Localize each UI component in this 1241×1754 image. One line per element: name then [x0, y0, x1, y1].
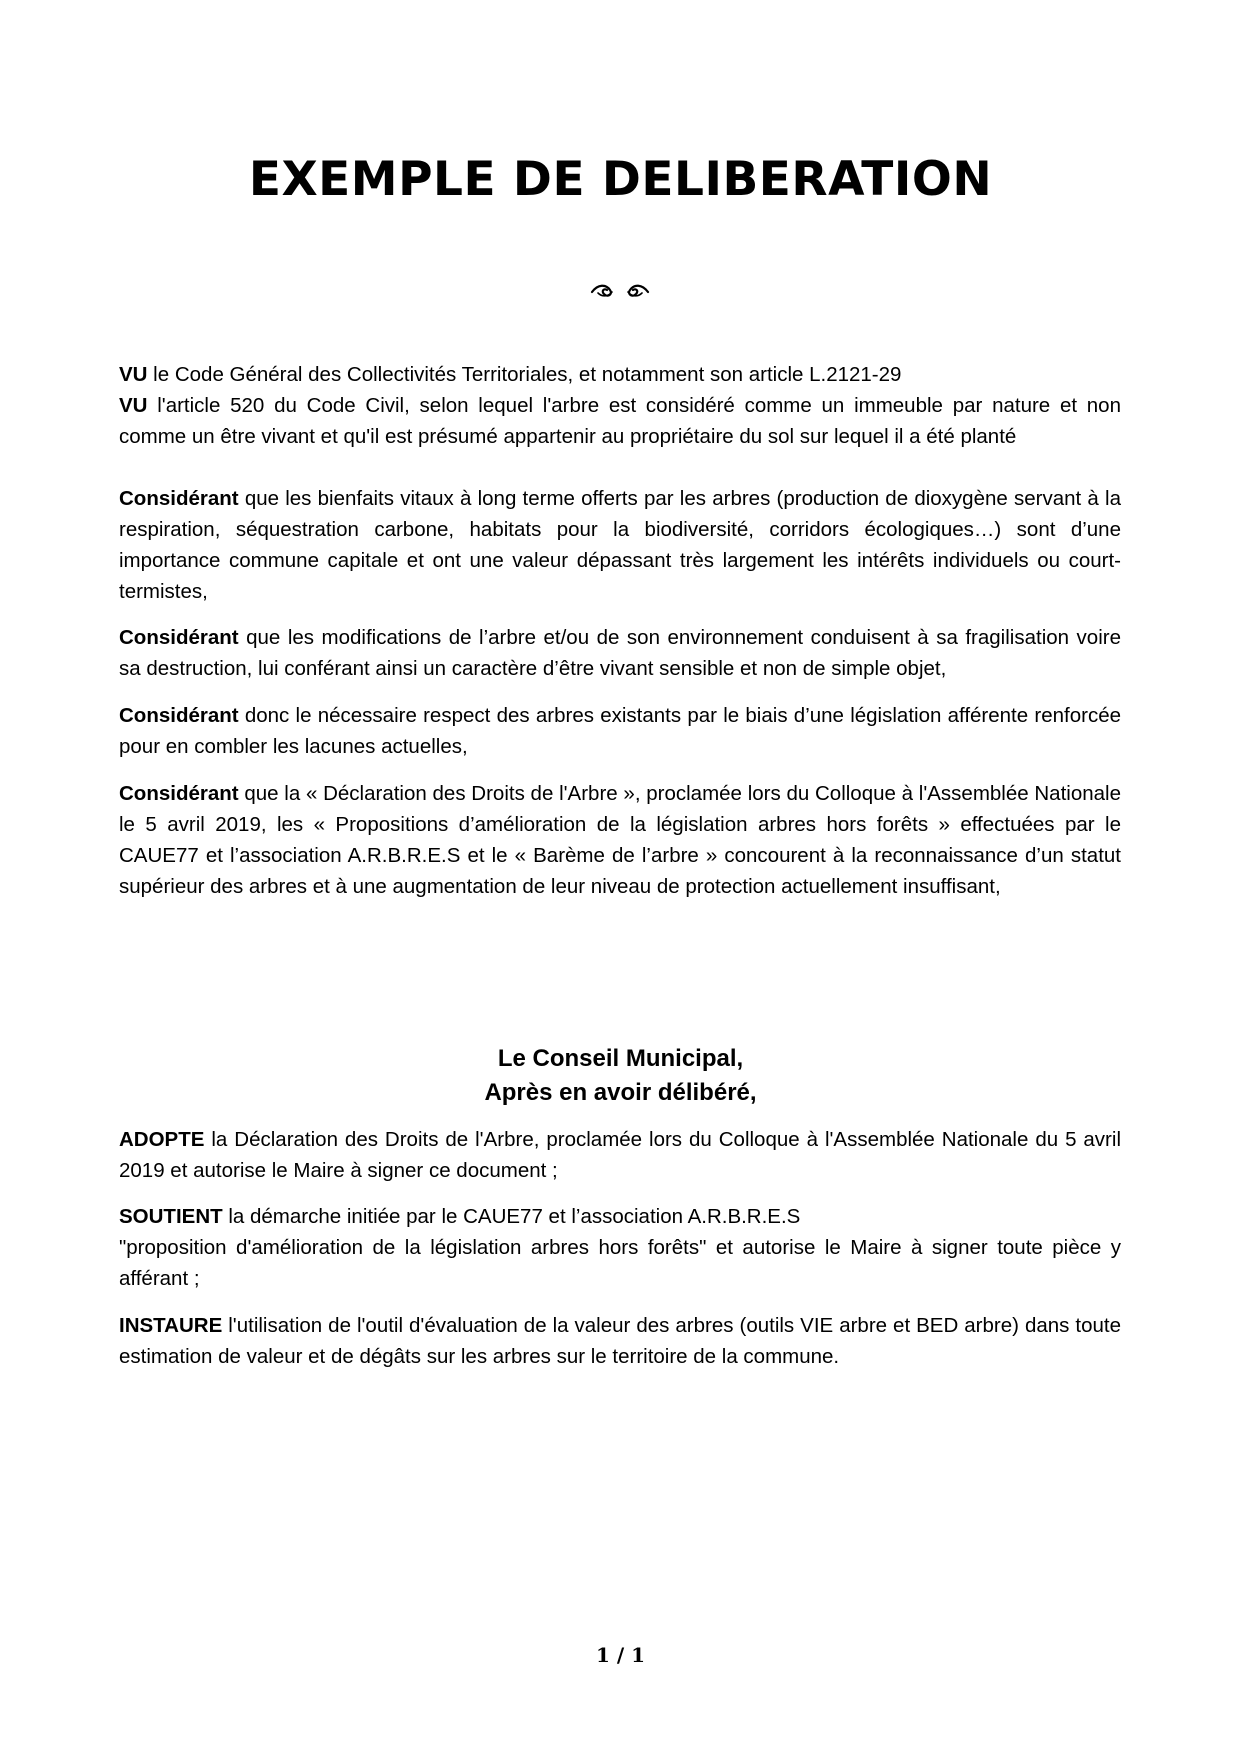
fleuron-divider-icon: [570, 278, 670, 302]
adopte-paragraph: [119, 1124, 1121, 1186]
considerant-lead: Considérant: [119, 626, 239, 649]
vu-code-civil: [119, 390, 1121, 452]
page-number: 1 / 1: [595, 1643, 646, 1667]
vu-lead: VU: [119, 363, 148, 386]
soutient-lead: SOUTIENT: [119, 1205, 223, 1228]
considerant-text: que les modifications de l’arbre et/ou de son environnement conduisent à sa fragilisation voire sa destruction, lui conférant ainsi un caractère d’être vivant sensible et non de simple objet,: [119, 626, 1121, 680]
considerant-bienfaits: [119, 483, 1121, 607]
vu-lead: VU: [119, 394, 148, 417]
vu-text: l'article 520 du Code Civil, selon lequel l'arbre est considéré comme un immeuble par nature et non comme un être vivant et qu'il est présumé appartenir au propriétaire du sol sur lequel il a été planté: [119, 394, 1121, 448]
instaure-paragraph: [119, 1310, 1121, 1372]
council-line-2: Après en avoir délibéré,: [484, 1079, 757, 1106]
adopte-lead: ADOPTE: [119, 1128, 205, 1151]
council-heading: [0, 1042, 1241, 1110]
considerant-lead: Considérant: [119, 782, 239, 805]
considerant-lead: Considérant: [119, 704, 239, 727]
vu-paragraphs: [119, 359, 1121, 452]
considerant-respect: [119, 700, 1121, 762]
instaure-text: l'utilisation de l'outil d'évaluation de la valeur des arbres (outils VIE arbre et BED arbre) dans toute estimation de valeur et de dégâts sur les arbres sur le territoire de la commune.: [119, 1314, 1121, 1368]
soutient-text-1: la démarche initiée par le CAUE77 et l’association A.R.B.R.E.S: [222, 1205, 801, 1228]
considerant-modifications: [119, 622, 1121, 684]
council-line-1: Le Conseil Municipal,: [497, 1045, 744, 1072]
instaure-lead: INSTAURE: [119, 1314, 223, 1337]
soutient-line-1: [119, 1201, 1121, 1232]
vu-text: le Code Général des Collectivités Territoriales, et notamment son article L.2121-29: [147, 363, 902, 386]
considerant-text: que la « Déclaration des Droits de l'Arbre », proclamée lors du Colloque à l'Assemblée Nationale le 5 avril 2019, les « Propositions d’amélioration de la législation arbres hors forêts » effectuées par le CAUE77 et l’association A.R.B.R.E.S et le « Barème de l’arbre » concourent à la reconnaissance d’un statut supérieur des arbres et à une augmentation de leur niveau de protection actuellement insuffisant,: [119, 782, 1121, 898]
considerant-declaration: [119, 778, 1121, 902]
considerant-lead: Considérant: [119, 487, 239, 510]
considerant-text: donc le nécessaire respect des arbres existants par le biais d’une législation afférente renforcée pour en combler les lacunes actuelles,: [119, 704, 1121, 758]
considerant-text: que les bienfaits vitaux à long terme offerts par les arbres (production de dioxygène servant à la respiration, séquestration carbone, habitats pour la biodiversité, corridors écologiques…) sont d’une importance commune capitale et ont une valeur dépassant très largement les intérêts individuels ou court-termistes,: [119, 487, 1121, 603]
document-title: EXEMPLE DE DELIBERATION: [248, 152, 993, 207]
adopte-text: la Déclaration des Droits de l'Arbre, proclamée lors du Colloque à l'Assemblée Nationale du 5 avril 2019 et autorise le Maire à signer ce document ;: [119, 1128, 1121, 1182]
soutient-text-2: "proposition d'amélioration de la législation arbres hors forêts" et autorise le Maire à signer toute pièce y afférant ;: [119, 1236, 1121, 1290]
vu-code-collectivites: [119, 359, 1121, 390]
soutient-paragraph: [119, 1201, 1121, 1294]
